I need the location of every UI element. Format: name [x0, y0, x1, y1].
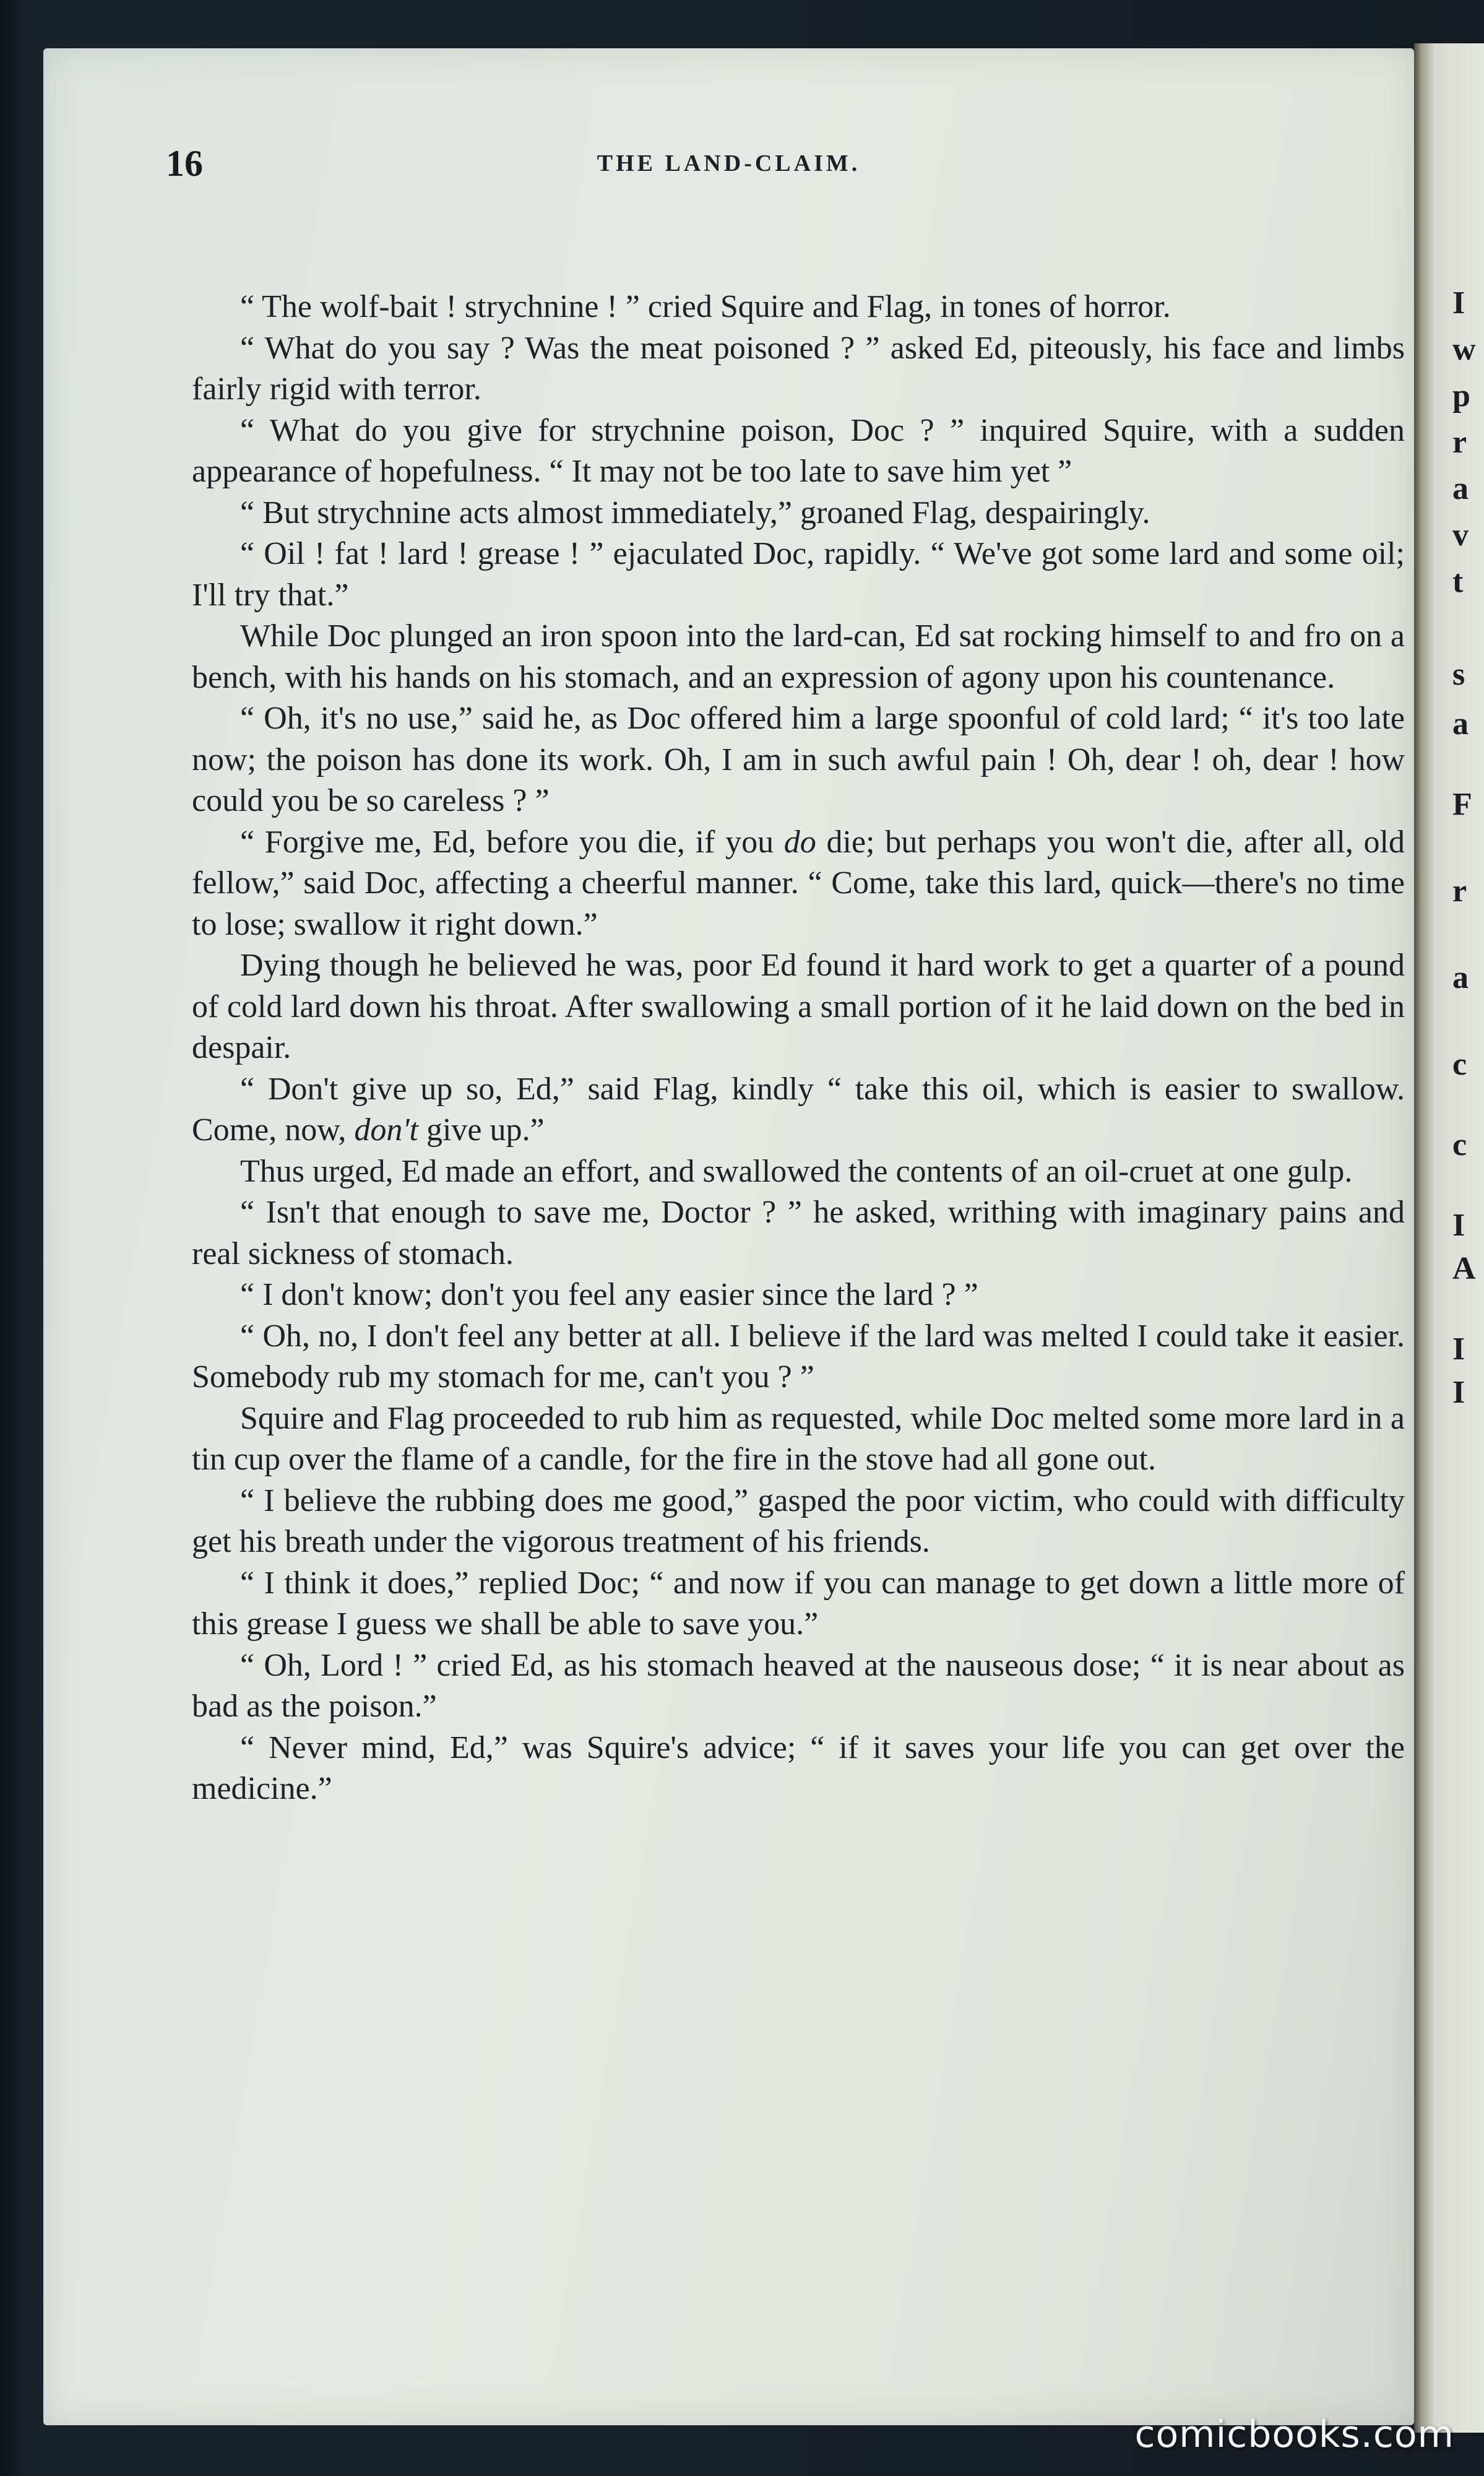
- edge-letter: A: [1452, 1251, 1476, 1286]
- paragraph: “ Oh, no, I don't feel any better at all. I believe if the lard was melted I could take it easier. Somebody rub my stomach for me, can't you ? ”: [192, 1318, 1405, 1395]
- edge-letter: r: [1452, 425, 1467, 460]
- edge-letter: I: [1452, 1331, 1465, 1367]
- paragraph: “ I believe the rubbing does me good,” gasped the poor victim, who could with difficulty get his breath under the vigorous treatment of his friends.: [192, 1483, 1405, 1559]
- paragraph: [192, 822, 1405, 946]
- edge-letter: I: [1452, 285, 1465, 321]
- paragraph: “ Oil ! fat ! lard ! grease ! ” ejaculated Doc, rapidly. “ We've got some lard and some oil; I'll try that.”: [192, 536, 1405, 613]
- edge-letter: t: [1452, 564, 1464, 599]
- paragraph-text: give up.”: [418, 1112, 545, 1148]
- paragraph: “ But strychnine acts almost immediately,” groaned Flag, despairingly.: [240, 495, 1150, 530]
- edge-letter: a: [1452, 471, 1469, 506]
- edge-letter: F: [1452, 787, 1472, 822]
- paragraph: Squire and Flag proceeded to rub him as requested, while Doc melted some more lard in a tin cup over the flame of a candle, for the fire in the stove had all gone out.: [192, 1400, 1405, 1477]
- body-text: [192, 287, 1405, 1810]
- paragraph: Thus urged, Ed made an effort, and swallowed the contents of an oil-cruet at one gulp.: [240, 1153, 1353, 1189]
- paragraph: “ The wolf-bait ! strychnine ! ” cried Squire and Flag, in tones of horror.: [240, 289, 1171, 324]
- edge-letter: I: [1452, 1375, 1465, 1410]
- watermark: comicbooks.com: [1134, 2413, 1454, 2456]
- paragraph-text: die; but perhaps you won't die, after all, old fellow,” said Doc, affecting a cheerful manner. “ Come, take this lard, quick—there's no time to lose; swallow it right down.”: [192, 824, 1405, 942]
- page-header: [43, 142, 1414, 192]
- paragraph: “ I don't know; don't you feel any easier since the lard ? ”: [240, 1277, 978, 1312]
- paragraph: “ Oh, it's no use,” said he, as Doc offered him a large spoonful of cold lard; “ it's too late now; the poison has done its work. Oh, I am in such awful pain ! Oh, dear ! oh, dear ! how could you be so careless ? ”: [192, 701, 1405, 818]
- paragraph: “ Isn't that enough to save me, Doctor ? ” he asked, writhing with imaginary pains and real sickness of stomach.: [192, 1195, 1405, 1271]
- paragraph: “ Oh, Lord ! ” cried Ed, as his stomach heaved at the nauseous dose; “ it is near about as bad as the poison.”: [192, 1647, 1405, 1724]
- paragraph-text: “ Don't give up so, Ed,” said Flag, kindly “ take this oil, which is easier to swallow. Come, now,: [192, 1071, 1405, 1148]
- paragraph: “ What do you say ? Was the meat poisoned ? ” asked Ed, piteously, his face and limbs fairly rigid with terror.: [192, 330, 1405, 407]
- paragraph: [192, 1069, 1405, 1151]
- emphasis-text: do: [783, 824, 816, 860]
- edge-letter: v: [1452, 517, 1469, 553]
- page-number: 16: [166, 143, 203, 184]
- edge-letter: s: [1452, 657, 1465, 692]
- edge-letter: w: [1452, 332, 1476, 367]
- running-head: THE LAND-CLAIM.: [597, 150, 861, 176]
- paragraph: “ Never mind, Ed,” was Squire's advice; “ if it saves your life you can get over the medicine.”: [192, 1729, 1405, 1806]
- book-page: [43, 48, 1414, 2425]
- paragraph: “ I think it does,” replied Doc; “ and now if you can manage to get down a little more of this grease I guess we shall be able to save you.”: [192, 1565, 1405, 1642]
- edge-letter: r: [1452, 873, 1467, 909]
- edge-letter: a: [1452, 706, 1469, 742]
- paragraph-text: “ Forgive me, Ed, before you die, if you: [240, 824, 784, 860]
- edge-letter: p: [1452, 378, 1470, 413]
- emphasis-text: don't: [354, 1112, 418, 1148]
- paragraph: While Doc plunged an iron spoon into the lard-can, Ed sat rocking himself to and fro on a bench, with his hands on his stomach, and an expression of agony upon his countenance.: [192, 618, 1405, 695]
- paragraph: Dying though he believed he was, poor Ed found it hard work to get a quarter of a pound of cold lard down his throat. After swallowing a small portion of it he laid down on the bed in despair.: [192, 948, 1405, 1065]
- next-page-edge: [1414, 43, 1484, 2433]
- edge-letter: c: [1452, 1047, 1467, 1082]
- paragraph: “ What do you give for strychnine poison, Doc ? ” inquired Squire, with a sudden appearance of hopefulness. “ It may not be too late to save him yet ”: [192, 412, 1405, 489]
- edge-letter: I: [1452, 1208, 1465, 1243]
- edge-letter: c: [1452, 1127, 1467, 1162]
- edge-letter: a: [1452, 960, 1469, 995]
